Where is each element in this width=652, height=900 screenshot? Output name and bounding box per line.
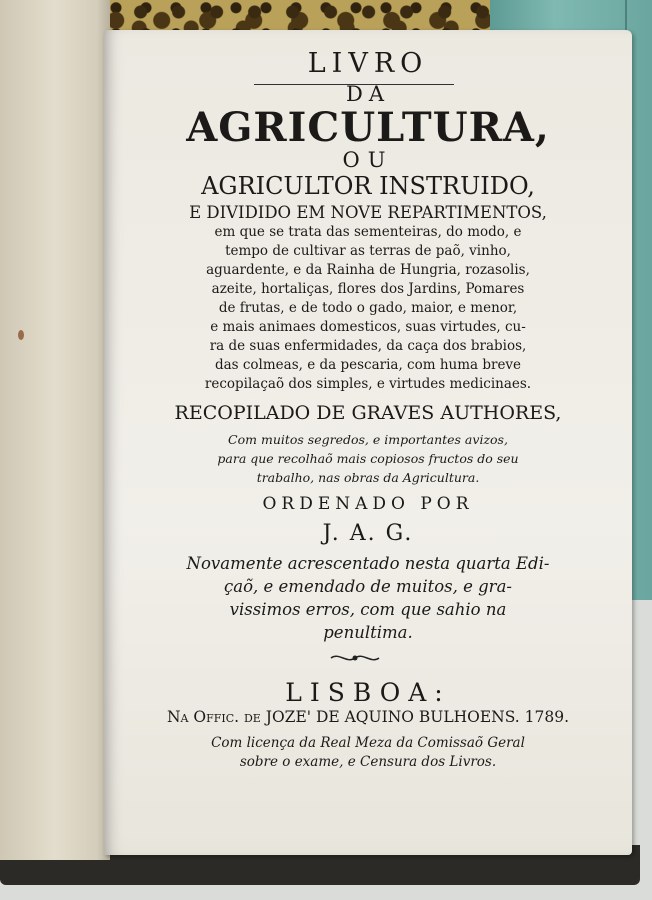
edition-line: çaõ, e emendado de muitos, e gra-: [224, 577, 512, 596]
title-agricultor: AGRICULTOR INSTRUIDO,: [201, 172, 535, 200]
desc-line: e mais animaes domesticos, suas virtudes, cu-: [210, 319, 526, 335]
edition-line: Novamente acrescentado nesta quarta Edi-: [186, 554, 550, 573]
edition-line: penultima.: [323, 623, 413, 642]
desc-line: E DIVIDIDO EM NOVE REPARTIMENTOS,: [189, 203, 547, 222]
author-initials: J. A. G.: [322, 521, 414, 546]
desc-line: das colmeas, e da pescaria, com huma breve: [214, 357, 522, 373]
compiled-line: RECOPILADO DE GRAVES AUTHORES,: [174, 402, 562, 424]
desc-line: tempo de cultivar as terras de paõ, vinho,: [225, 243, 511, 259]
title-page: [104, 30, 632, 855]
license-line: Com licença da Real Meza da Comissaõ Geral: [211, 735, 525, 751]
desc-line: em que se trata das sementeiras, do modo, e: [214, 224, 522, 240]
city: LISBOA:: [285, 678, 451, 707]
left-page: [0, 0, 110, 860]
desc-line: azeite, hortaliças, flores dos Jardins, Pomares: [211, 281, 525, 297]
secrets-line: Com muitos segredos, e importantes avizos,: [228, 432, 508, 447]
title-da: DA: [345, 82, 390, 106]
desc-line: de frutas, e de todo o gado, maior, e menor,: [218, 300, 518, 316]
title-agricultura: AGRICULTURA,: [186, 104, 550, 151]
secrets-line: para que recolhaõ mais copiosos fructos do seu: [217, 451, 519, 466]
desc-line: recopilaçaõ dos simples, e virtudes medicinaes.: [204, 376, 532, 392]
printer-ornament-icon: [329, 651, 381, 665]
title-ou: OU: [342, 148, 394, 172]
ordered-by: ORDENADO POR: [262, 494, 474, 514]
desc-line: ra de suas enfermidades, da caça dos brabios,: [209, 338, 527, 354]
secrets-line: trabalho, nas obras da Agricultura.: [256, 470, 480, 485]
page-stain: [18, 330, 24, 340]
desc-line: aguardente, e da Rainha de Hungria, rozasolis,: [206, 262, 530, 278]
printer-line: Na Offic. de JOZE' DE AQUINO BULHOENS. 1789.: [166, 708, 570, 726]
license-line: sobre o exame, e Censura dos Livros.: [239, 754, 497, 770]
edition-line: vissimos erros, com que sahio na: [229, 600, 507, 619]
title-livro: LIVRO: [307, 48, 429, 79]
